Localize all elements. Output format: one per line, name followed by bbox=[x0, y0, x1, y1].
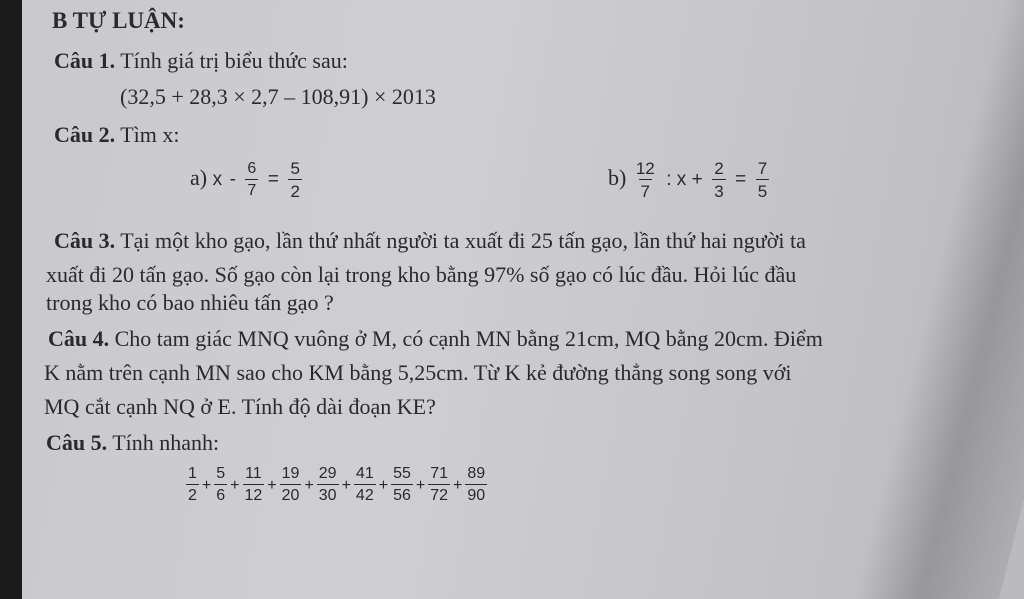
fraction-numerator: 41 bbox=[355, 465, 374, 482]
sum-fraction bbox=[428, 466, 450, 504]
question-1 bbox=[54, 48, 348, 74]
question-4-text: Cho tam giác MNQ vuông ở M, có cạnh MN bằng 21cm, MQ bằng 20cm. Điểm bbox=[114, 326, 823, 351]
question-1-expression: (32,5 + 28,3 × 2,7 – 108,91) × 2013 bbox=[120, 84, 436, 109]
question-4-line-3: MQ cắt cạnh NQ ở E. Tính độ dài đoạn KE? bbox=[44, 394, 436, 419]
question-2-text: Tìm x: bbox=[120, 122, 180, 147]
question-2b-label: b) bbox=[608, 165, 627, 191]
question-2a-fraction-2 bbox=[288, 160, 301, 200]
fraction-numerator: 2 bbox=[714, 159, 724, 178]
sum-fraction bbox=[243, 466, 265, 504]
question-3-line-2: xuất đi 20 tấn gạo. Số gạo còn lại trong kho bằng 97% số gạo có lúc đầu. Hỏi lúc đầu bbox=[46, 262, 797, 287]
fraction-numerator: 6 bbox=[247, 160, 257, 177]
question-2a-fraction-1 bbox=[245, 161, 258, 199]
plus-sign: + bbox=[453, 477, 463, 495]
fraction-denominator: 6 bbox=[214, 484, 227, 504]
fraction-denominator: 3 bbox=[712, 179, 725, 200]
plus-sign: + bbox=[378, 477, 389, 495]
fraction-numerator: 89 bbox=[467, 465, 486, 482]
fraction-numerator: 5 bbox=[216, 465, 226, 482]
fraction-denominator: 2 bbox=[186, 484, 199, 504]
question-5-label: Câu 5. bbox=[46, 430, 108, 455]
question-2b-equals: = bbox=[735, 169, 747, 191]
sum-fraction bbox=[186, 466, 199, 504]
fraction-denominator: 56 bbox=[391, 484, 413, 504]
question-1-label: Câu 1. bbox=[54, 48, 116, 73]
fraction-denominator: 30 bbox=[317, 484, 339, 504]
question-2-label: Câu 2. bbox=[54, 122, 116, 147]
sum-fraction bbox=[465, 466, 487, 504]
sum-fraction bbox=[280, 466, 302, 504]
fraction-denominator: 20 bbox=[280, 484, 302, 504]
fraction-numerator: 55 bbox=[393, 465, 411, 482]
plus-sign: + bbox=[341, 477, 351, 495]
question-5 bbox=[46, 430, 219, 456]
question-2b bbox=[608, 160, 771, 200]
worksheet-paper bbox=[22, 0, 1024, 599]
question-2a-equals: = bbox=[267, 169, 279, 191]
fraction-numerator: 5 bbox=[290, 159, 300, 178]
fraction-numerator: 71 bbox=[430, 465, 448, 482]
question-2b-middle: : x + bbox=[666, 169, 703, 191]
plus-sign: + bbox=[304, 477, 314, 495]
plus-sign: + bbox=[415, 477, 426, 495]
question-4-line-1 bbox=[48, 326, 823, 352]
fraction-numerator: 29 bbox=[318, 465, 337, 482]
sum-fraction bbox=[317, 466, 339, 504]
question-5-fraction-sum bbox=[184, 466, 489, 504]
fraction-denominator: 72 bbox=[428, 484, 450, 504]
shadow-band bbox=[841, 0, 1024, 599]
question-2b-fraction-3 bbox=[756, 160, 769, 200]
question-2a bbox=[190, 160, 304, 200]
plus-sign: + bbox=[267, 477, 277, 495]
question-2a-minus: - bbox=[229, 169, 236, 191]
section-title: B TỰ LUẬN: bbox=[52, 8, 185, 33]
sum-fraction bbox=[354, 466, 376, 504]
question-3-line-1 bbox=[54, 228, 806, 254]
sum-fraction bbox=[214, 466, 227, 504]
question-2b-fraction-2 bbox=[712, 160, 725, 200]
plus-sign: + bbox=[230, 477, 240, 495]
fraction-numerator: 12 bbox=[635, 159, 655, 178]
question-2a-label: a) bbox=[190, 165, 208, 191]
question-5-text: Tính nhanh: bbox=[112, 430, 220, 455]
question-3-text: Tại một kho gạo, lần thứ nhất người ta xuất đi 25 tấn gạo, lần thứ hai người ta bbox=[120, 228, 806, 253]
fraction-denominator: 5 bbox=[756, 179, 769, 200]
fraction-denominator: 12 bbox=[243, 484, 265, 504]
question-1-text: Tính giá trị biểu thức sau: bbox=[120, 48, 348, 73]
fraction-numerator: 11 bbox=[245, 465, 262, 482]
fraction-denominator: 42 bbox=[354, 484, 376, 504]
question-2a-variable: x bbox=[212, 169, 223, 191]
question-2b-fraction-1 bbox=[634, 160, 657, 200]
plus-sign: + bbox=[201, 477, 212, 495]
fraction-numerator: 7 bbox=[757, 159, 768, 178]
fraction-numerator: 1 bbox=[188, 465, 197, 482]
fraction-denominator: 2 bbox=[288, 179, 301, 200]
question-2 bbox=[54, 122, 180, 148]
question-4-label: Câu 4. bbox=[48, 326, 110, 351]
question-3-line-3: trong kho có bao nhiêu tấn gạo ? bbox=[46, 290, 334, 315]
fraction-denominator: 90 bbox=[465, 484, 487, 504]
fraction-numerator: 19 bbox=[281, 465, 300, 482]
sum-fraction bbox=[391, 466, 413, 504]
fraction-denominator: 7 bbox=[639, 179, 652, 200]
fraction-denominator: 7 bbox=[245, 179, 258, 199]
question-3-label: Câu 3. bbox=[54, 228, 116, 253]
question-4-line-2: K nằm trên cạnh MN sao cho KM bằng 5,25cm. Từ K kẻ đường thẳng song song với bbox=[44, 360, 792, 385]
